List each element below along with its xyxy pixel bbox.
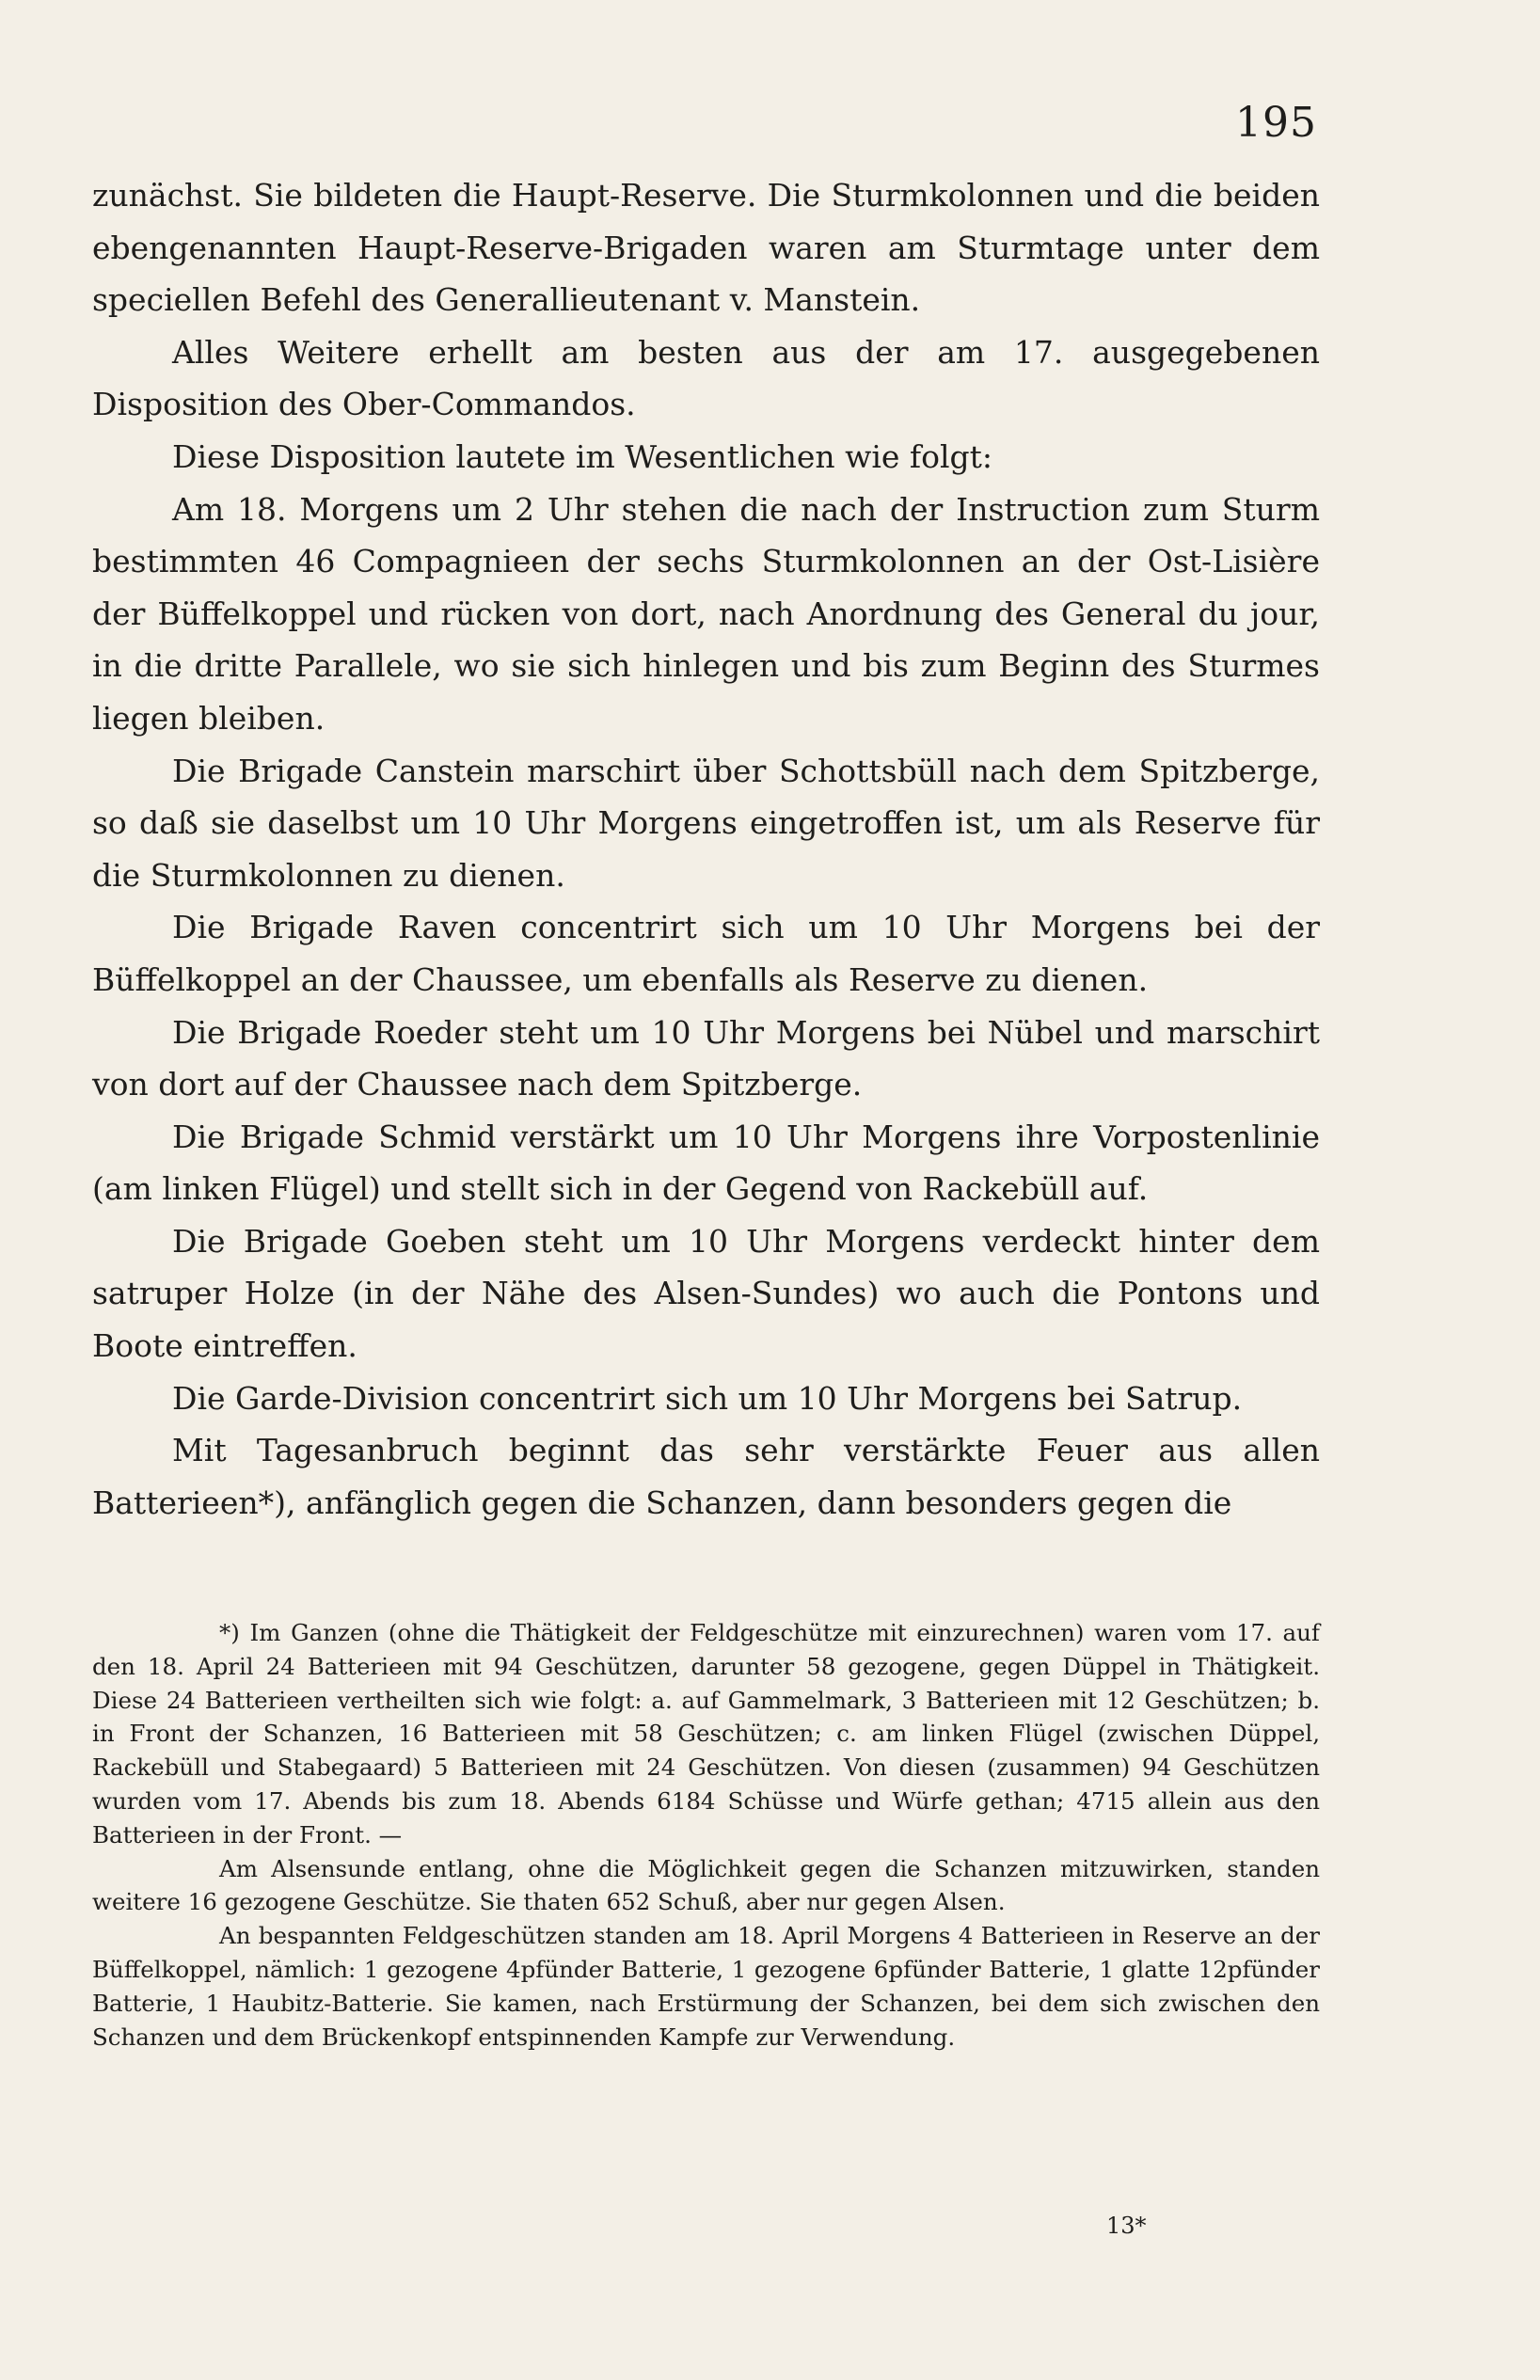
- footnote-paragraph: An bespannten Feldgeschützen standen am 18. April Morgens 4 Batterieen in Reserve an der Büffelkoppel, nämlich: 1 gezogene 4pfünder Batterie, 1 gezogene 6pfünder Batterie, 1 glatte 12pfünder Batterie, 1 Haubitz-Batterie. Sie kamen, nach Erstürmung der Schanzen, bei dem sich zwischen den Schanzen und dem Brückenkopf entspinnenden Kampfe zur Verwendung.: [92, 1922, 1320, 2051]
- footnote-paragraph: Am Alsensunde entlang, ohne die Möglichkeit gegen die Schanzen mitzuwirken, standen weitere 16 gezogene Geschütze. Sie thaten 652 Schuß, aber nur gegen Alsen.: [92, 1854, 1320, 1916]
- paragraph: Alles Weitere erhellt am besten aus der am 17. ausgegebenen Disposition des Ober-Commandos.: [92, 333, 1320, 423]
- page-number: 195: [1235, 99, 1317, 147]
- paragraph: zunächst. Sie bildeten die Haupt-Reserve. Die Sturmkolonnen und die beiden ebengenannten Haupt-Reserve-Brigaden waren am Sturmtage unter dem speciellen Befehl des Generallieutenant v. Manstein.: [92, 177, 1320, 319]
- paragraph: Die Brigade Schmid verstärkt um 10 Uhr Morgens ihre Vorpostenlinie (am linken Flügel) und stellt sich in der Gegend von Rackebüll auf.: [92, 1118, 1320, 1208]
- paragraph: Die Garde-Division concentrirt sich um 10 Uhr Morgens bei Satrup.: [172, 1379, 1243, 1417]
- footnotes: [92, 1616, 1320, 2054]
- paragraph: Mit Tagesanbruch beginnt das sehr verstärkte Feuer aus allen Batterieen*), anfänglich gegen die Schanzen, dann besonders gegen die: [92, 1432, 1320, 1521]
- paragraph: Die Brigade Goeben steht um 10 Uhr Morgens verdeckt hinter dem satruper Holze (in der Nähe des Alsen-Sundes) wo auch die Pontons und Boote eintreffen.: [92, 1222, 1320, 1365]
- footnote-paragraph: *) Im Ganzen (ohne die Thätigkeit der Feldgeschütze mit einzurechnen) waren vom 17. auf den 18. April 24 Batterieen mit 94 Geschützen, darunter 58 gezogene, gegen Düppel in Thätigkeit. Diese 24 Batterieen vertheilten sich wie folgt: a. auf Gammelmark, 3 Batterieen mit 12 Geschützen; b. in Front der Schanzen, 16 Batterieen mit 58 Geschützen; c. am linken Flügel (zwischen Düppel, Rackebüll und Stabegaard) 5 Batterieen mit 24 Geschützen. Von diesen (zusammen) 94 Geschützen wurden vom 17. Abends bis zum 18. Abends 6184 Schüsse und Würfe gethan; 4715 allein aus den Batterieen in der Front. —: [92, 1619, 1320, 1848]
- paragraph: Die Brigade Raven concentrirt sich um 10 Uhr Morgens bei der Büffelkoppel an der Chaussee, um ebenfalls als Reserve zu dienen.: [92, 909, 1320, 998]
- printer-signature: 13*: [1106, 2213, 1147, 2239]
- paragraph: Am 18. Morgens um 2 Uhr stehen die nach der Instruction zum Sturm bestimmten 46 Compagnieen der sechs Sturmkolonnen an der Ost-Lisière der Büffelkoppel und rücken von dort, nach Anordnung des General du jour, in die dritte Parallele, wo sie sich hinlegen und bis zum Beginn des Sturmes liegen bleiben.: [92, 490, 1320, 737]
- main-text: [92, 169, 1320, 1529]
- paragraph: Die Brigade Roeder steht um 10 Uhr Morgens bei Nübel und marschirt von dort auf der Chaussee nach dem Spitzberge.: [92, 1013, 1320, 1103]
- paragraph: Diese Disposition lautete im Wesentlichen wie folgt:: [172, 437, 993, 475]
- paragraph: Die Brigade Canstein marschirt über Schottsbüll nach dem Spitzberge, so daß sie daselbst um 10 Uhr Morgens eingetroffen ist, um als Reserve für die Sturmkolonnen zu dienen.: [92, 752, 1320, 894]
